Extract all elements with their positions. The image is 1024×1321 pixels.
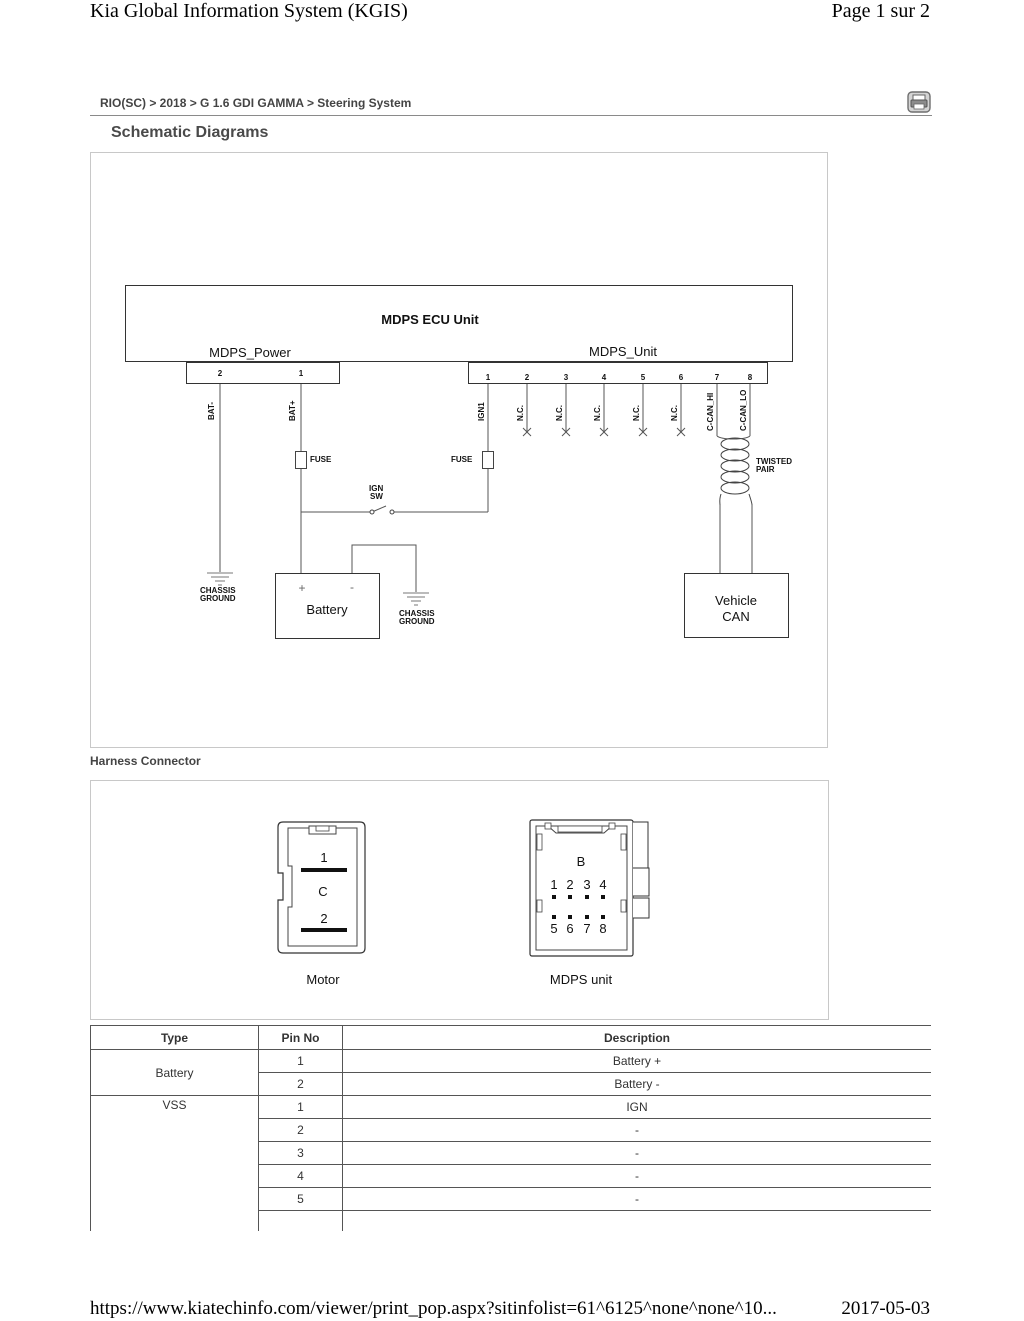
- twisted-pair-label: TWISTED: [756, 457, 792, 466]
- fuse-bat-plus: [296, 452, 307, 469]
- fuse-label: FUSE: [451, 455, 473, 464]
- column-header-pin: Pin No: [259, 1026, 343, 1050]
- pin-cell: 4: [259, 1165, 343, 1188]
- wire-label-nc: N.C.: [632, 405, 641, 421]
- pin-cell: 2: [259, 1119, 343, 1142]
- chassis-ground-label: GROUND: [200, 594, 236, 603]
- unit-pin-number: 3: [563, 373, 569, 382]
- mdps-connector-letter: B: [576, 854, 586, 869]
- table-header-row: [91, 1026, 932, 1050]
- mdps-pin: 7: [583, 921, 591, 936]
- ign-sw-label: IGN: [369, 484, 384, 493]
- mdps-pin: 4: [599, 877, 607, 892]
- wire-label-can-lo: C-CAN_LO: [739, 389, 748, 431]
- wire-label-nc: N.C.: [593, 405, 602, 421]
- power-pin-number: 1: [298, 369, 304, 378]
- unit-connector-box: [469, 363, 768, 384]
- wire-label-bat-minus: BAT-: [207, 401, 216, 420]
- wire-label-nc: N.C.: [670, 405, 679, 421]
- power-pin-number: 2: [217, 369, 223, 378]
- footer-url: https://www.kiatechinfo.com/viewer/print_pop.aspx?sitinfolist=61^6125^none^none^10...: [90, 1298, 777, 1319]
- pin-cell: 1: [259, 1050, 343, 1073]
- chassis-ground-label: CHASSIS: [399, 609, 435, 618]
- battery-plus-terminal: +: [298, 581, 306, 595]
- ground-symbol: [207, 573, 233, 585]
- column-header-description: Description: [343, 1026, 932, 1050]
- unit-pin-number: 5: [640, 373, 646, 382]
- pin-cell: 2: [259, 1073, 343, 1096]
- unit-connector-label: MDPS_Unit: [589, 344, 657, 359]
- page-number: Page 1 sur 2: [831, 0, 930, 22]
- harness-connector-drawings: [0, 780, 1024, 1020]
- description-cell: -: [343, 1165, 932, 1188]
- mdps-pin: 5: [550, 921, 558, 936]
- footer-date: 2017-05-03: [841, 1298, 930, 1319]
- ecu-title: MDPS ECU Unit: [381, 312, 479, 327]
- unit-pin-number: 1: [485, 373, 491, 382]
- pin-cell: 1: [259, 1096, 343, 1119]
- ign-switch-contact: [370, 510, 374, 514]
- vehicle-can-label: Vehicle: [715, 593, 757, 608]
- power-connector-label: MDPS_Power: [209, 345, 291, 360]
- pin-cell: [259, 1211, 343, 1232]
- unit-pin-number: 8: [747, 373, 753, 382]
- type-cell: VSS: [91, 1096, 259, 1232]
- description-cell: Battery +: [343, 1050, 932, 1073]
- mdps-connector-name: MDPS unit: [549, 972, 613, 987]
- breadcrumb: RIO(SC) > 2018 > G 1.6 GDI GAMMA > Steering System: [100, 96, 412, 110]
- ign-sw-label: SW: [370, 492, 383, 501]
- mdps-pin: 8: [599, 921, 607, 936]
- pin-cell: 3: [259, 1142, 343, 1165]
- mdps-pin: 1: [550, 877, 558, 892]
- wire-label-nc: N.C.: [516, 405, 525, 421]
- battery-minus-terminal: -: [350, 580, 354, 594]
- twisted-pair-label: PAIR: [756, 465, 775, 474]
- pin-cell: 5: [259, 1188, 343, 1211]
- unit-pin-number: 2: [524, 373, 530, 382]
- fuse-ign1: [483, 452, 494, 469]
- mdps-pin: 2: [566, 877, 574, 892]
- vehicle-can-label: CAN: [722, 609, 750, 624]
- battery-label: Battery: [306, 602, 348, 617]
- unit-pin-number: 6: [678, 373, 684, 382]
- chassis-ground-label: GROUND: [399, 617, 435, 626]
- type-cell: Battery: [91, 1050, 259, 1096]
- motor-connector-name: Motor: [306, 972, 340, 987]
- motor-pin-1: 1: [320, 850, 328, 865]
- section-title: Schematic Diagrams: [111, 124, 269, 141]
- document-header-title: Kia Global Information System (KGIS): [90, 0, 408, 22]
- description-cell: Battery -: [343, 1073, 932, 1096]
- description-cell: -: [343, 1142, 932, 1165]
- description-cell: -: [343, 1188, 932, 1211]
- harness-connector-label: Harness Connector: [90, 754, 201, 768]
- unit-pin-number: 7: [714, 373, 720, 382]
- description-cell: IGN: [343, 1096, 932, 1119]
- mdps-pin: 3: [583, 877, 591, 892]
- motor-connector-letter: C: [318, 884, 328, 899]
- mdps-pin: 6: [566, 921, 574, 936]
- power-connector-box: [187, 363, 340, 384]
- pin-table: [90, 1025, 931, 1231]
- wire-label-bat-plus: BAT+: [288, 400, 297, 421]
- wire-label-can-hi: C-CAN_HI: [706, 392, 715, 431]
- wire-label-nc: N.C.: [555, 405, 564, 421]
- column-header-type: Type: [91, 1026, 259, 1050]
- ground-symbol: [403, 593, 429, 605]
- wire-label-ign1: IGN1: [477, 402, 486, 421]
- table-row: [91, 1096, 932, 1119]
- unit-pin-number: 4: [601, 373, 607, 382]
- pin-table-container: [90, 1025, 931, 1231]
- fuse-label: FUSE: [310, 455, 332, 464]
- description-cell: -: [343, 1119, 932, 1142]
- motor-pin-2: 2: [320, 911, 328, 926]
- table-row: [91, 1050, 932, 1073]
- ign-switch-contact: [390, 510, 394, 514]
- chassis-ground-label: CHASSIS: [200, 586, 236, 595]
- twisted-pair-coil: [720, 438, 752, 505]
- description-cell: [343, 1211, 932, 1232]
